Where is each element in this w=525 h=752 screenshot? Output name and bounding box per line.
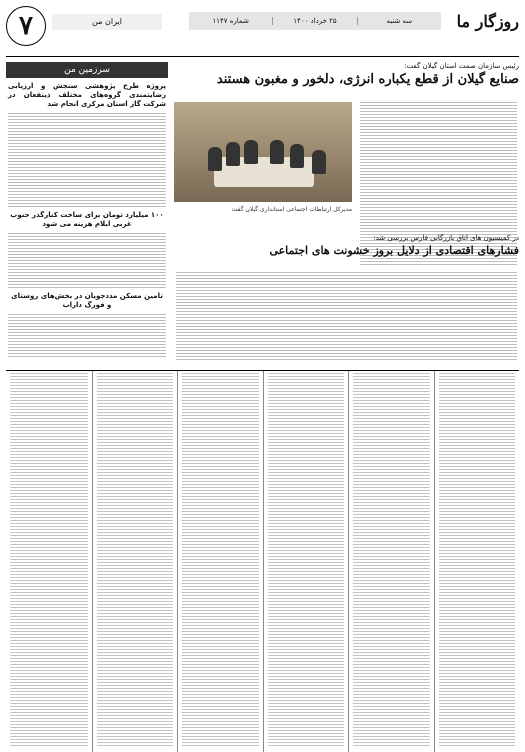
issue-info-strip xyxy=(189,12,441,30)
sidebar-story3-title: تامین مسکن مددجویان در بخش‌های روستای و فورگ داراب xyxy=(11,292,163,309)
sidebar-story1-body xyxy=(6,113,168,207)
header-rule xyxy=(6,56,519,57)
ad-notice xyxy=(266,373,347,746)
issue-date: ۲۵ خرداد ۱۴۰۰ xyxy=(272,17,356,25)
story2-body xyxy=(174,272,519,362)
classified-ads-grid xyxy=(6,370,519,745)
ad-notice xyxy=(180,373,261,746)
ad-notice xyxy=(351,373,432,746)
ad-notice xyxy=(8,373,90,746)
sidebar-heading: سرزمین من xyxy=(6,62,168,78)
ads-column xyxy=(348,371,434,752)
main-story-area xyxy=(174,62,519,257)
ads-column xyxy=(263,371,349,752)
ads-column xyxy=(434,371,520,752)
ads-column xyxy=(92,371,178,752)
main-headline: صنایع گیلان از قطع یکباره انرژی، دلخور و مغبون هستند xyxy=(216,72,519,87)
ads-column xyxy=(6,371,92,752)
ad-notice xyxy=(95,373,176,746)
section-name: ایران من xyxy=(52,14,162,30)
ad-notice xyxy=(437,373,518,746)
story2-kicker: در کمیسیون های اتاق بازرگانی فارس بررسی شد: xyxy=(373,234,519,242)
sidebar-story3-body xyxy=(6,314,168,357)
newspaper-logo: روزگار ما xyxy=(456,12,519,31)
issue-number: شماره ۱۱۴۷ xyxy=(212,17,249,25)
issue-day: سه شنبه xyxy=(357,17,441,25)
meeting-photo xyxy=(174,102,352,202)
story2-headline: فشارهای اقتصادی از دلایل بروز خشونت های اجتماعی xyxy=(269,244,519,257)
sidebar-story2-body xyxy=(6,233,168,288)
story2-header xyxy=(174,234,519,258)
sidebar-story2-title: ۱۰۰ میلیارد تومان برای ساخت کنارگذر جنوب غربی ایلام هزینه می شود xyxy=(10,211,164,228)
page-number: ۷ xyxy=(6,6,46,46)
masthead xyxy=(6,6,519,46)
photo-caption: مدیرکل ارتباطات اجتماعی استانداری گیلان گفت xyxy=(231,206,352,213)
sidebar-story1-title: پروژه طرح پژوهشی سنجش و ارزیابی رضایتمندی گروه‌های مختلف ذینفعان در شرکت گاز استان مرکزی انجام شد xyxy=(8,82,166,108)
ads-column xyxy=(177,371,263,752)
main-kicker: رئیس سازمان صمت استان گیلان گفت: xyxy=(404,62,519,70)
